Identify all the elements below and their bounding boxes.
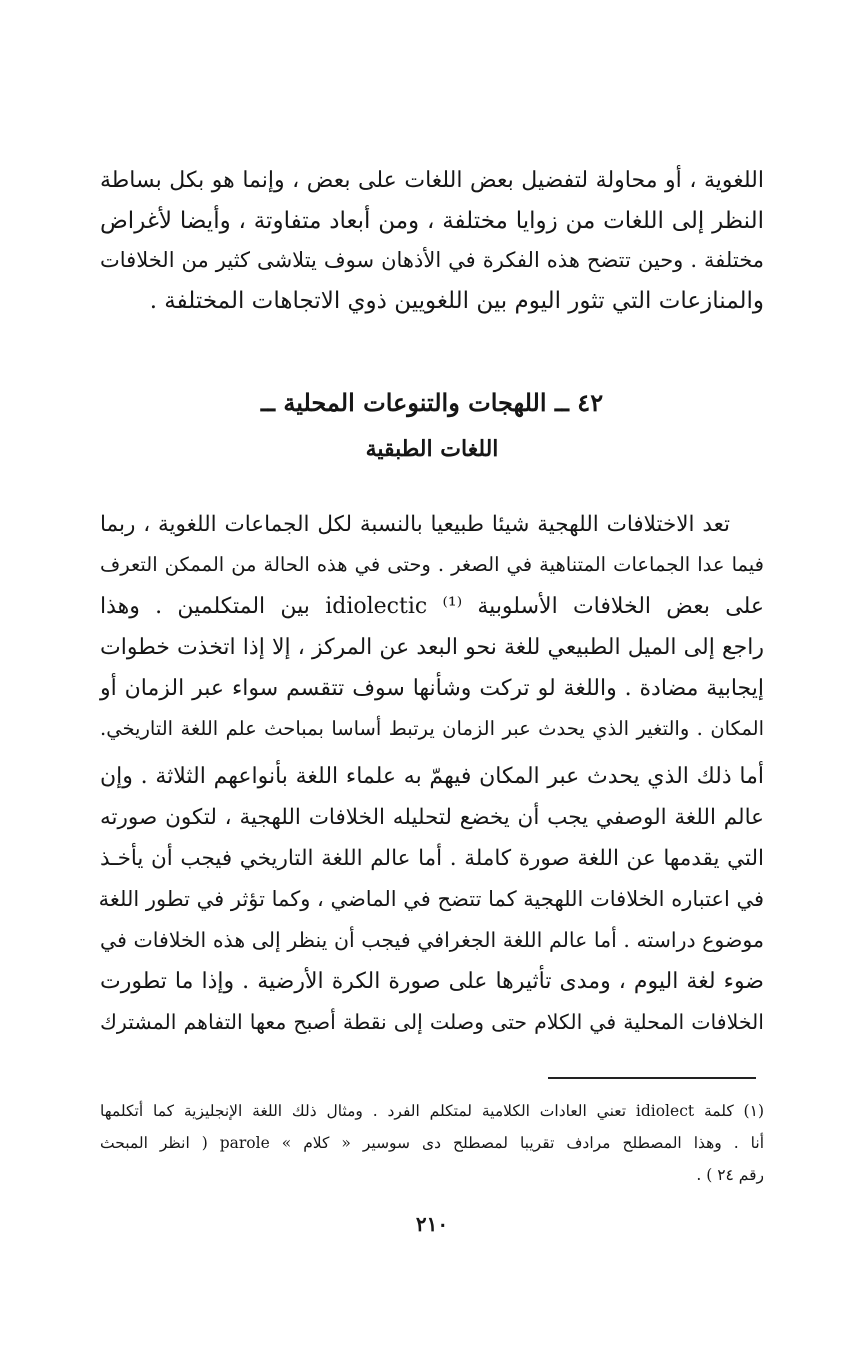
text-line: أما ذلك الذي يحدث عبر المكان فيهمّ به علماء اللغة بأنواعهم الثلاثة . وإن: [100, 764, 764, 789]
text-line: في اعتباره الخلافات اللهجية كما تتضح في الماضي ، وكما تؤثر في تطور اللغة: [98, 887, 764, 911]
text-line: موضوع دراسته . أما عالم اللغة الجغرافي فيجب أن ينظر إلى هذه الخلافات في: [100, 928, 764, 952]
text-line: والمنازعات التي تثور اليوم بين اللغويين ذوي الاتجاهات المختلفة .: [149, 288, 764, 314]
text-line: راجع إلى الميل الطبيعي للغة نحو البعد عن المركز ، إلا إذا اتخذت خطوات: [100, 635, 764, 660]
text-line: المكان . والتغير الذي يحدث عبر الزمان يرتبط أساسا بمباحث علم اللغة التاريخي.: [100, 717, 764, 740]
text-line: التي يقدمها عن اللغة صورة كاملة . أما عالم اللغة التاريخي فيجب أن يأخـذ: [100, 846, 764, 871]
text-line: مختلفة . وحين تتضح هذه الفكرة في الأذهان سوف يتلاشى كثير من الخلافات: [100, 248, 764, 272]
text-line: تعد الاختلافات اللهجية شيئا طبيعيا بالنسبة لكل الجماعات اللغوية ، ربما: [100, 512, 730, 537]
footnote-separator: [548, 1077, 756, 1079]
text-line: فيما عدا الجماعات المتناهية في الصغر . وحتى في هذه الحالة من الممكن التعرف: [100, 553, 764, 576]
footnote-line: (١) كلمة idiolect تعني العادات الكلامية لمتكلم الفرد . ومثال ذلك اللغة الإنجليزية كما أتكلمها: [100, 1102, 764, 1120]
text-line: ضوء لغة اليوم ، ومدى تأثيرها على صورة الكرة الأرضية . وإذا ما تطورت: [100, 969, 764, 994]
text-line: النظر إلى اللغات من زوايا مختلفة ، ومن أبعاد متفاوتة ، وأيضا لأغراض: [100, 208, 764, 234]
footnote-line: أنا . وهذا المصطلح مرادف تقريبا لمصطلح دى سوسير « كلام » parole ( انظر المبحث: [100, 1134, 764, 1152]
text-line: الخلافات المحلية في الكلام حتى وصلت إلى نقطة أصبح معها التفاهم المشترك: [100, 1010, 764, 1034]
section-subtitle: اللغات الطبقية: [365, 436, 499, 462]
text-line: على بعض الخلافات الأسلوبية ⁽¹⁾ idiolectic بين المتكلمين . وهذا: [100, 594, 765, 619]
footnote-line: رقم ٢٤ ) .: [696, 1166, 764, 1184]
text-line: اللغوية ، أو محاولة لتفضيل بعض اللغات على بعض ، وإنما هو بكل بساطة: [100, 168, 764, 193]
page-number: ٢١٠: [415, 1212, 449, 1236]
text-line: عالم اللغة الوصفي يجب أن يخضع لتحليله الخلافات اللهجية ، لتكون صورته: [100, 805, 764, 830]
section-title: ٤٢ ــ اللهجات والتنوعات المحلية ــ: [260, 388, 604, 417]
text-line: إيجابية مضادة . واللغة لو تركت وشأنها سوف تتقسم سواء عبر الزمان أو: [100, 676, 764, 701]
